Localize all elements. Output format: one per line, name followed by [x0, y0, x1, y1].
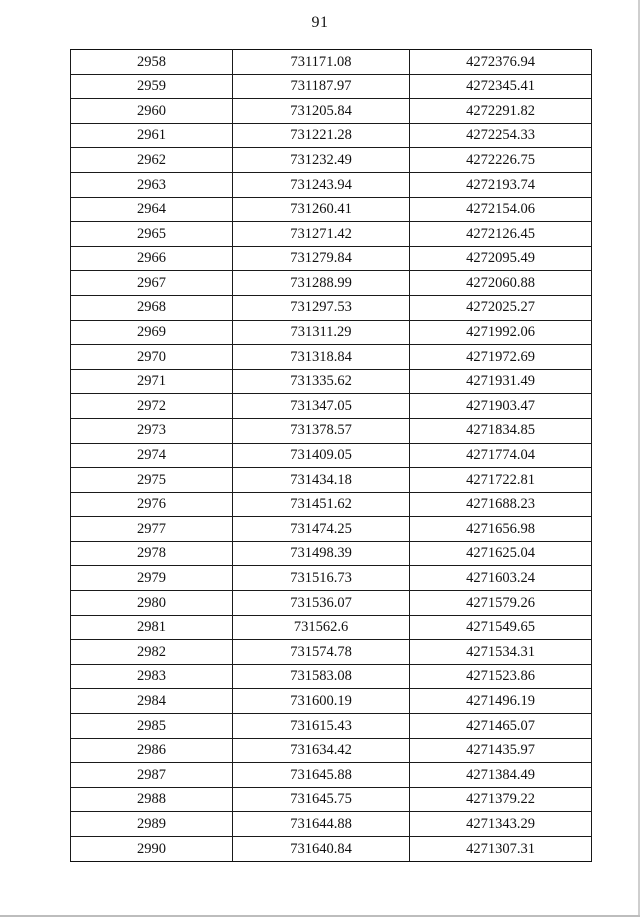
table-row [71, 541, 592, 566]
x-coordinate-cell: 731645.88 [233, 763, 410, 788]
table-row [71, 591, 592, 616]
point-number-cell: 2976 [71, 492, 233, 517]
y-coordinate-cell: 4271774.04 [410, 443, 592, 468]
table-row [71, 468, 592, 493]
table-row [71, 837, 592, 862]
x-coordinate-cell: 731260.41 [233, 197, 410, 222]
y-coordinate-cell: 4272025.27 [410, 295, 592, 320]
y-coordinate-cell: 4271379.22 [410, 787, 592, 812]
point-number-cell: 2978 [71, 541, 233, 566]
x-coordinate-cell: 731271.42 [233, 222, 410, 247]
coordinates-table [70, 49, 592, 862]
point-number-cell: 2975 [71, 468, 233, 493]
point-number-cell: 2961 [71, 123, 233, 148]
coordinates-table-body [71, 50, 592, 862]
y-coordinate-cell: 4271307.31 [410, 837, 592, 862]
table-row [71, 123, 592, 148]
y-coordinate-cell: 4271343.29 [410, 812, 592, 837]
y-coordinate-cell: 4271435.97 [410, 738, 592, 763]
x-coordinate-cell: 731451.62 [233, 492, 410, 517]
point-number-cell: 2987 [71, 763, 233, 788]
point-number-cell: 2972 [71, 394, 233, 419]
y-coordinate-cell: 4271992.06 [410, 320, 592, 345]
x-coordinate-cell: 731288.99 [233, 271, 410, 296]
point-number-cell: 2981 [71, 615, 233, 640]
x-coordinate-cell: 731335.62 [233, 369, 410, 394]
x-coordinate-cell: 731297.53 [233, 295, 410, 320]
y-coordinate-cell: 4272154.06 [410, 197, 592, 222]
x-coordinate-cell: 731640.84 [233, 837, 410, 862]
point-number-cell: 2986 [71, 738, 233, 763]
table-row [71, 763, 592, 788]
x-coordinate-cell: 731562.6 [233, 615, 410, 640]
point-number-cell: 2966 [71, 246, 233, 271]
x-coordinate-cell: 731498.39 [233, 541, 410, 566]
point-number-cell: 2973 [71, 418, 233, 443]
table-row [71, 394, 592, 419]
y-coordinate-cell: 4271384.49 [410, 763, 592, 788]
coordinates-table-container [70, 49, 591, 862]
point-number-cell: 2980 [71, 591, 233, 616]
y-coordinate-cell: 4272193.74 [410, 172, 592, 197]
table-row [71, 714, 592, 739]
point-number-cell: 2960 [71, 99, 233, 124]
y-coordinate-cell: 4272345.41 [410, 74, 592, 99]
x-coordinate-cell: 731221.28 [233, 123, 410, 148]
point-number-cell: 2977 [71, 517, 233, 542]
x-coordinate-cell: 731645.75 [233, 787, 410, 812]
point-number-cell: 2989 [71, 812, 233, 837]
table-row [71, 738, 592, 763]
point-number-cell: 2988 [71, 787, 233, 812]
point-number-cell: 2985 [71, 714, 233, 739]
table-row [71, 640, 592, 665]
point-number-cell: 2979 [71, 566, 233, 591]
x-coordinate-cell: 731347.05 [233, 394, 410, 419]
point-number-cell: 2968 [71, 295, 233, 320]
y-coordinate-cell: 4271549.65 [410, 615, 592, 640]
y-coordinate-cell: 4272095.49 [410, 246, 592, 271]
table-row [71, 74, 592, 99]
point-number-cell: 2983 [71, 664, 233, 689]
y-coordinate-cell: 4271523.86 [410, 664, 592, 689]
x-coordinate-cell: 731583.08 [233, 664, 410, 689]
table-row [71, 615, 592, 640]
table-row [71, 172, 592, 197]
y-coordinate-cell: 4271625.04 [410, 541, 592, 566]
x-coordinate-cell: 731615.43 [233, 714, 410, 739]
point-number-cell: 2971 [71, 369, 233, 394]
point-number-cell: 2990 [71, 837, 233, 862]
x-coordinate-cell: 731434.18 [233, 468, 410, 493]
point-number-cell: 2959 [71, 74, 233, 99]
table-row [71, 50, 592, 75]
y-coordinate-cell: 4271834.85 [410, 418, 592, 443]
table-row [71, 418, 592, 443]
point-number-cell: 2974 [71, 443, 233, 468]
point-number-cell: 2982 [71, 640, 233, 665]
table-row [71, 99, 592, 124]
table-row [71, 320, 592, 345]
y-coordinate-cell: 4271496.19 [410, 689, 592, 714]
y-coordinate-cell: 4272060.88 [410, 271, 592, 296]
y-coordinate-cell: 4271656.98 [410, 517, 592, 542]
point-number-cell: 2964 [71, 197, 233, 222]
y-coordinate-cell: 4271603.24 [410, 566, 592, 591]
y-coordinate-cell: 4272291.82 [410, 99, 592, 124]
point-number-cell: 2963 [71, 172, 233, 197]
point-number-cell: 2962 [71, 148, 233, 173]
y-coordinate-cell: 4271722.81 [410, 468, 592, 493]
x-coordinate-cell: 731600.19 [233, 689, 410, 714]
table-row [71, 812, 592, 837]
point-number-cell: 2967 [71, 271, 233, 296]
table-row [71, 222, 592, 247]
y-coordinate-cell: 4271972.69 [410, 345, 592, 370]
table-row [71, 664, 592, 689]
table-row [71, 369, 592, 394]
y-coordinate-cell: 4271579.26 [410, 591, 592, 616]
y-coordinate-cell: 4271931.49 [410, 369, 592, 394]
table-row [71, 443, 592, 468]
table-row [71, 197, 592, 222]
point-number-cell: 2970 [71, 345, 233, 370]
x-coordinate-cell: 731318.84 [233, 345, 410, 370]
x-coordinate-cell: 731311.29 [233, 320, 410, 345]
table-row [71, 246, 592, 271]
y-coordinate-cell: 4272226.75 [410, 148, 592, 173]
x-coordinate-cell: 731644.88 [233, 812, 410, 837]
table-row [71, 271, 592, 296]
y-coordinate-cell: 4272126.45 [410, 222, 592, 247]
x-coordinate-cell: 731409.05 [233, 443, 410, 468]
x-coordinate-cell: 731187.97 [233, 74, 410, 99]
x-coordinate-cell: 731232.49 [233, 148, 410, 173]
y-coordinate-cell: 4272376.94 [410, 50, 592, 75]
y-coordinate-cell: 4272254.33 [410, 123, 592, 148]
x-coordinate-cell: 731243.94 [233, 172, 410, 197]
x-coordinate-cell: 731171.08 [233, 50, 410, 75]
table-row [71, 148, 592, 173]
table-row [71, 517, 592, 542]
x-coordinate-cell: 731536.07 [233, 591, 410, 616]
table-row [71, 295, 592, 320]
point-number-cell: 2958 [71, 50, 233, 75]
x-coordinate-cell: 731378.57 [233, 418, 410, 443]
x-coordinate-cell: 731516.73 [233, 566, 410, 591]
y-coordinate-cell: 4271465.07 [410, 714, 592, 739]
x-coordinate-cell: 731474.25 [233, 517, 410, 542]
y-coordinate-cell: 4271534.31 [410, 640, 592, 665]
y-coordinate-cell: 4271688.23 [410, 492, 592, 517]
point-number-cell: 2984 [71, 689, 233, 714]
y-coordinate-cell: 4271903.47 [410, 394, 592, 419]
x-coordinate-cell: 731634.42 [233, 738, 410, 763]
x-coordinate-cell: 731279.84 [233, 246, 410, 271]
page-number: 91 [311, 14, 329, 31]
table-row [71, 492, 592, 517]
point-number-cell: 2969 [71, 320, 233, 345]
table-row [71, 787, 592, 812]
table-row [71, 689, 592, 714]
table-row [71, 566, 592, 591]
x-coordinate-cell: 731205.84 [233, 99, 410, 124]
point-number-cell: 2965 [71, 222, 233, 247]
x-coordinate-cell: 731574.78 [233, 640, 410, 665]
table-row [71, 345, 592, 370]
